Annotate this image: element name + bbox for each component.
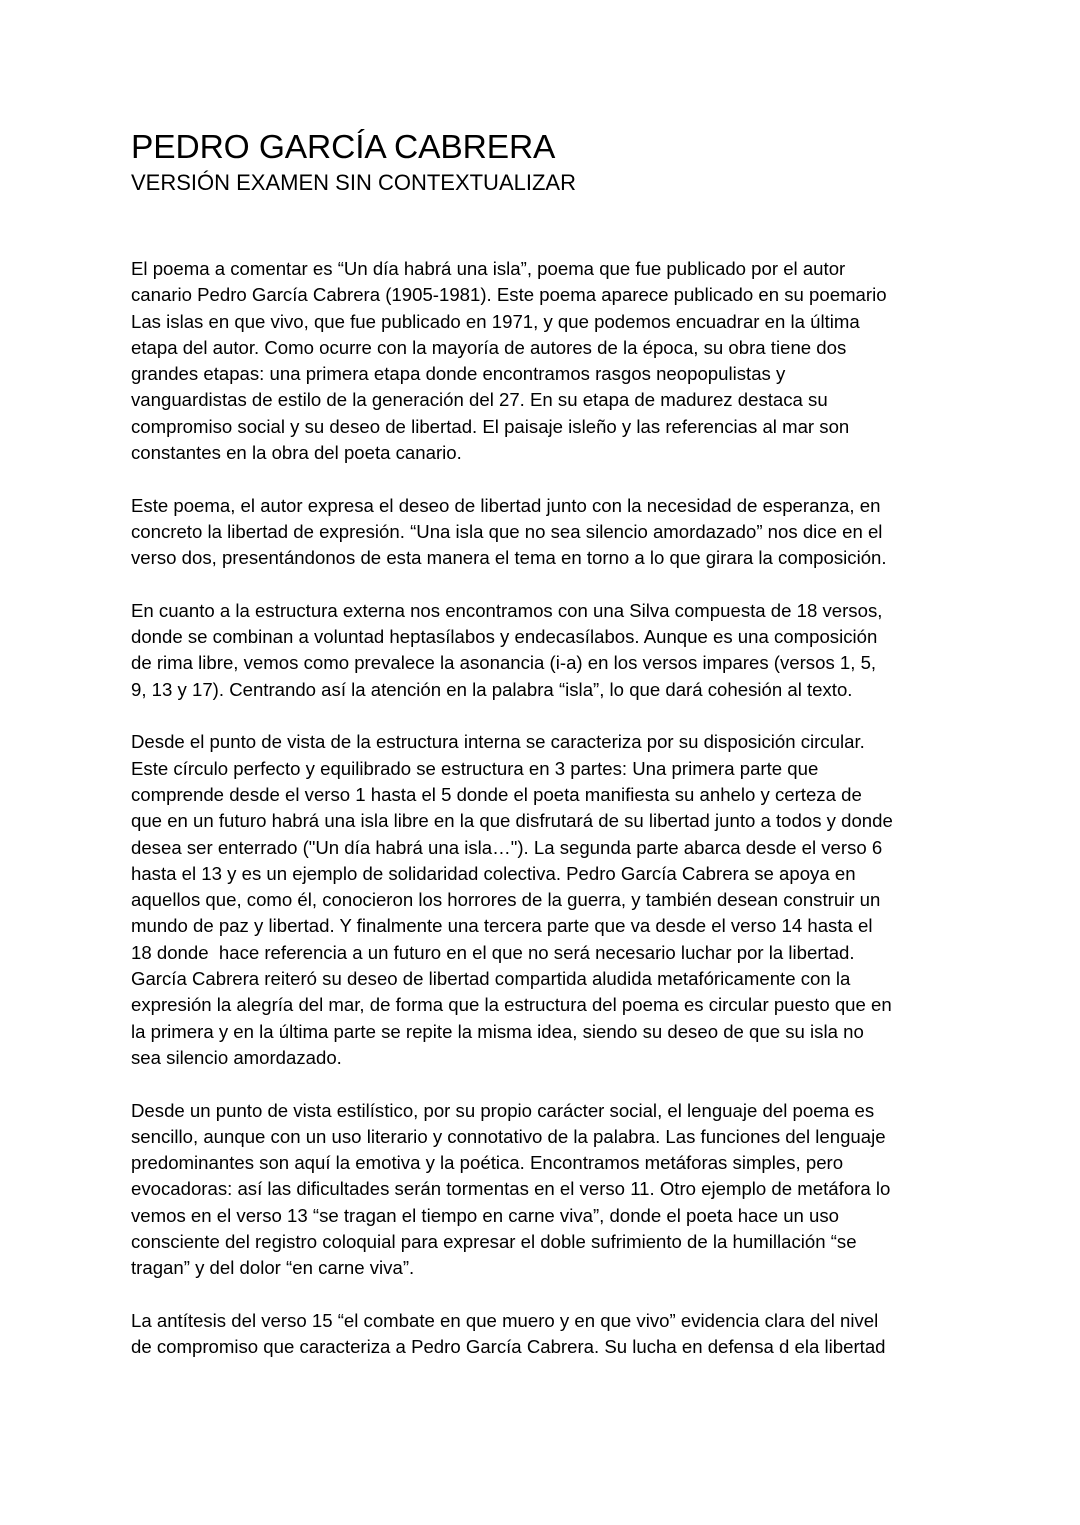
text-line: En cuanto a la estructura externa nos encontramos con una Silva compuesta de 18 versos, — [131, 599, 883, 621]
text-line: Desde el punto de vista de la estructura interna se caracteriza por su disposición circular. — [131, 731, 865, 753]
text-line: canario Pedro García Cabrera (1905-1981). Este poema aparece publicado en su poemario — [131, 284, 887, 306]
text-line: El poema a comentar es “Un día habrá una isla”, poema que fue publicado por el autor — [131, 258, 846, 279]
paragraph-external-structure — [131, 598, 961, 703]
text-line: García Cabrera reiteró su deseo de libertad compartida aludida metafóricamente con la — [131, 968, 851, 990]
text-line: de compromiso que caracteriza a Pedro García Cabrera. Su lucha en defensa d ela libertad — [131, 1336, 886, 1358]
document-header — [131, 128, 956, 198]
text-line: tragan” y del dolor “en carne viva”. — [131, 1257, 415, 1279]
paragraph-theme — [131, 493, 961, 572]
text-line: de rima libre, vemos como prevalece la asonancia (i-a) en los versos impares (versos 1, 5, — [131, 652, 877, 674]
document-body — [131, 256, 961, 1387]
text-line: donde se combinan a voluntad heptasílabos y endecasílabos. Aunque es una composición — [131, 626, 878, 648]
text-line: verso dos, presentándonos de esta manera el tema en torno a lo que girara la composición. — [131, 547, 887, 569]
text-line: 18 donde hace referencia a un futuro en el que no será necesario luchar por la libertad. — [131, 941, 855, 963]
paragraph-intro — [131, 256, 961, 466]
text-line: constantes en la obra del poeta canario. — [131, 442, 462, 464]
text-line: 9, 13 y 17). Centrando así la atención en la palabra “isla”, lo que dará cohesión al texto. — [131, 678, 853, 700]
paragraph-internal-structure — [131, 729, 961, 1071]
text-line: grandes etapas: una primera etapa donde encontramos rasgos neopopulistas y — [131, 363, 786, 385]
text-line: sencillo, aunque con un uso literario y connotativo de la palabra. Las funciones del lenguaje — [131, 1125, 886, 1147]
document-title: PEDRO GARCÍA CABRERA — [131, 129, 556, 166]
document-subtitle: VERSIÓN EXAMEN SIN CONTEXTUALIZAR — [131, 170, 576, 195]
text-line: vemos en el verso 13 “se tragan el tiempo en carne viva”, donde el poeta hace un uso — [131, 1204, 840, 1226]
text-line: La antítesis del verso 15 “el combate en que muero y en que vivo” evidencia clara del nivel — [131, 1309, 879, 1331]
text-line: compromiso social y su deseo de libertad. El paisaje isleño y las referencias al mar son — [131, 415, 850, 437]
text-line: la primera y en la última parte se repite la misma idea, siendo su deseo de que su isla no — [131, 1020, 864, 1042]
text-line: aquellos que, como él, conocieron los horrores de la guerra, y también desean construir un — [131, 889, 881, 911]
text-line: vanguardistas de estilo de la generación del 27. En su etapa de madurez destaca su — [131, 389, 828, 411]
text-line: hasta el 13 y es un ejemplo de solidaridad colectiva. Pedro García Cabrera se apoya en — [131, 862, 856, 884]
text-line: etapa del autor. Como ocurre con la mayoría de autores de la época, su obra tiene dos — [131, 336, 847, 358]
text-line: Las islas en que vivo, que fue publicado en 1971, y que podemos encuadrar en la última — [131, 310, 860, 332]
text-line: expresión la alegría del mar, de forma que la estructura del poema es circular puesto que en — [131, 994, 892, 1016]
text-line: comprende desde el verso 1 hasta el 5 donde el poeta manifiesta su anhelo y certeza de — [131, 783, 862, 805]
text-line: que en un futuro habrá una isla libre en la que disfrutará de su libertad junto a todos y donde — [131, 810, 893, 832]
text-line: concreto la libertad de expresión. “Una isla que no sea silencio amordazado” nos dice en el — [131, 520, 883, 542]
text-line: sea silencio amordazado. — [131, 1046, 342, 1068]
text-line: Este poema, el autor expresa el deseo de libertad junto con la necesidad de esperanza, en — [131, 494, 881, 516]
text-line: desea ser enterrado ("Un día habrá una isla…"). La segunda parte abarca desde el verso 6 — [131, 836, 883, 858]
text-line: Desde un punto de vista estilístico, por su propio carácter social, el lenguaje del poema es — [131, 1099, 875, 1121]
text-line: Este círculo perfecto y equilibrado se estructura en 3 partes: Una primera parte que — [131, 757, 819, 779]
paragraph-antithesis — [131, 1308, 961, 1361]
text-line: predominantes son aquí la emotiva y la poética. Encontramos metáforas simples, pero — [131, 1152, 844, 1174]
text-line: consciente del registro coloquial para expresar el doble sufrimiento de la humillación “se — [131, 1230, 857, 1252]
text-line: mundo de paz y libertad. Y finalmente una tercera parte que va desde el verso 14 hasta el — [131, 915, 873, 937]
paragraph-stylistic — [131, 1098, 961, 1282]
text-line: evocadoras: así las dificultades serán tormentas en el verso 11. Otro ejemplo de metáfora lo — [131, 1178, 891, 1200]
